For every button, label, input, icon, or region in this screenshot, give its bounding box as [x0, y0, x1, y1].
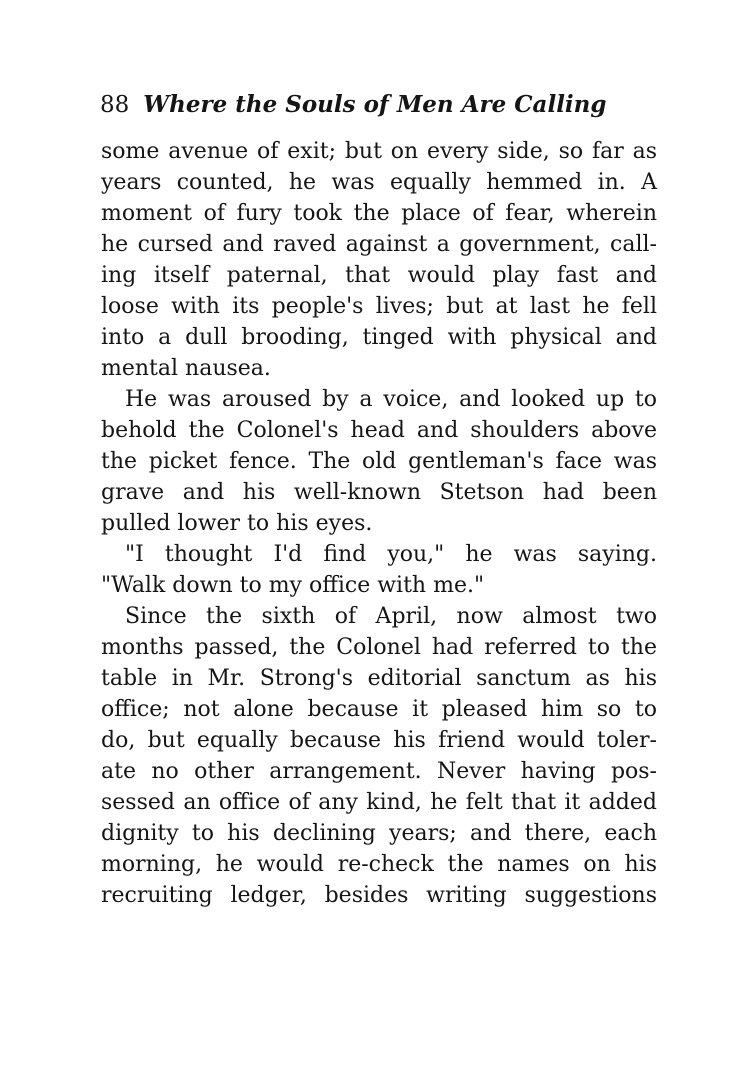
text-line: do, but equally because his friend would toler- — [101, 728, 657, 753]
paragraph-first-line: He was aroused by a voice, and looked up to — [125, 387, 657, 412]
page-number: 88 — [100, 92, 130, 118]
text-line: "Walk down to my office with me." — [101, 573, 485, 598]
text-line: some avenue of exit; but on every side, so far as — [101, 139, 657, 164]
running-head — [100, 87, 658, 123]
text-line: dignity to his declining years; and there, each — [101, 821, 657, 846]
paragraph-first-line: Since the sixth of April, now almost two — [125, 604, 657, 629]
text-line: morning, he would re-check the names on his — [101, 852, 657, 877]
text-line: loose with its people's lives; but at last he fell — [101, 294, 657, 319]
text-line: the picket fence. The old gentleman's face was — [101, 449, 657, 474]
text-line: office; not alone because it pleased him so to — [101, 697, 657, 722]
text-line: moment of fury took the place of fear, wherein — [101, 201, 657, 226]
text-line: ate no other arrangement. Never having pos- — [101, 759, 657, 784]
paragraph-first-line: "I thought I'd find you," he was saying. — [125, 542, 657, 567]
text-line: table in Mr. Strong's editorial sanctum as his — [101, 666, 657, 691]
text-line: grave and his well-known Stetson had been — [101, 480, 657, 505]
text-line: ing itself paternal, that would play fast and — [101, 263, 657, 288]
text-line: recruiting ledger, besides writing suggestions — [101, 883, 657, 908]
text-line: years counted, he was equally hemmed in. A — [101, 170, 657, 195]
text-line: months passed, the Colonel had referred to the — [101, 635, 657, 660]
text-line: sessed an office of any kind, he felt that it added — [101, 790, 657, 815]
text-line: mental nausea. — [101, 356, 271, 381]
book-title: Where the Souls of Men Are Calling — [143, 91, 607, 118]
body-text — [101, 136, 657, 911]
text-line: into a dull brooding, tinged with physical and — [101, 325, 657, 350]
text-line: he cursed and raved against a government, call- — [101, 232, 657, 257]
text-line: behold the Colonel's head and shoulders above — [101, 418, 657, 443]
text-line: pulled lower to his eyes. — [101, 511, 373, 536]
